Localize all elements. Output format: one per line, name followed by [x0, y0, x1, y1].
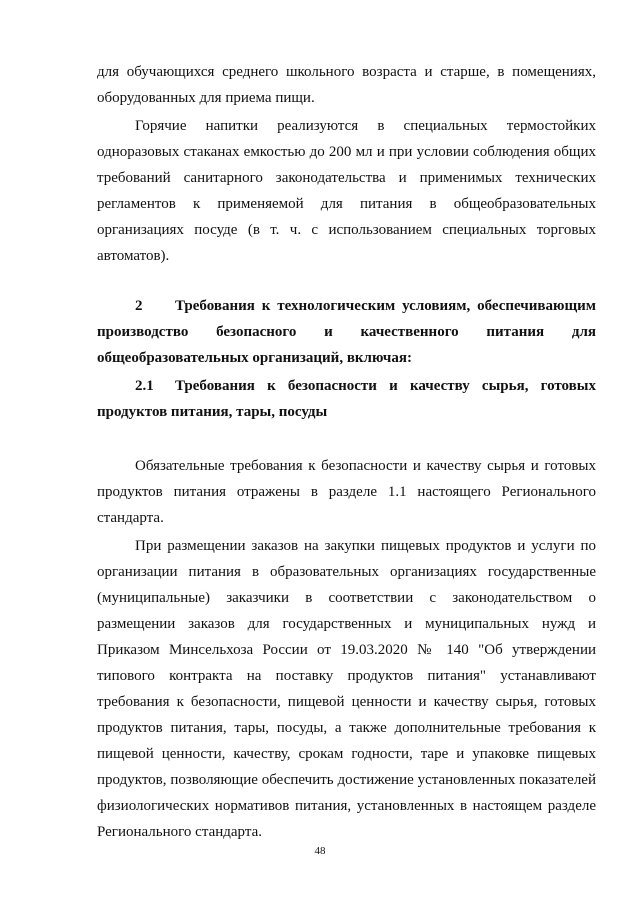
section-2-1-heading	[97, 373, 596, 425]
mandatory-requirements-paragraph-block	[97, 453, 596, 531]
continued-paragraph: для обучающихся среднего школьного возраста и старше, в помещениях, оборудованных для приема пищи.	[97, 64, 596, 106]
section-2-heading	[97, 293, 596, 371]
hot-drinks-paragraph: Горячие напитки реализуются в специальных термостойких одноразовых стаканах емкостью до 200 мл и при условии соблюдения общих требований санитарного законодательства и применимых технических регламентов к применяемой для питания в общеобразовательных организациях посуде (в т. ч. с использованием специальных торговых автоматов).	[97, 118, 596, 264]
section-2-number: 2	[135, 298, 143, 314]
section-2-1-number: 2.1	[135, 378, 154, 394]
section-2-1-heading-block	[97, 373, 596, 425]
continued-paragraph-block	[97, 59, 596, 111]
section-2-heading-block	[97, 293, 596, 371]
hot-drinks-paragraph-block	[97, 113, 596, 269]
orders-paragraph-block	[97, 533, 596, 845]
section-2-title: Требования к технологическим условиям, обеспечивающим производство безопасного и качественного питания для общеобразовательных организаций, включая:	[97, 298, 596, 366]
mandatory-requirements-paragraph: Обязательные требования к безопасности и качеству сырья и готовых продуктов питания отражены в разделе 1.1 настоящего Регионального стандарта.	[97, 458, 596, 526]
orders-paragraph: При размещении заказов на закупки пищевых продуктов и услуги по организации питания в образовательных организациях государственные (муниципальные) заказчики в соответствии с законодательством о размещении заказов для государственных и муниципальных нужд и Приказом Минсельхоза России от 19.03.2020 № 140 "Об утверждении типового контракта на поставку продуктов питания" устанавливают требования к безопасности, пищевой ценности и качеству сырья, готовых продуктов питания, тары, посуды, а также дополнительные требования к пищевой ценности, качеству, срокам годности, таре и упаковке пищевых продуктов, позволяющие обеспечить достижение установленных показателей физиологических нормативов питания, установленных в настоящем разделе Регионального стандарта.	[97, 538, 596, 840]
page-number: 48	[314, 845, 326, 857]
section-2-1-title: Требования к безопасности и качеству сырья, готовых продуктов питания, тары, посуды	[97, 378, 596, 420]
